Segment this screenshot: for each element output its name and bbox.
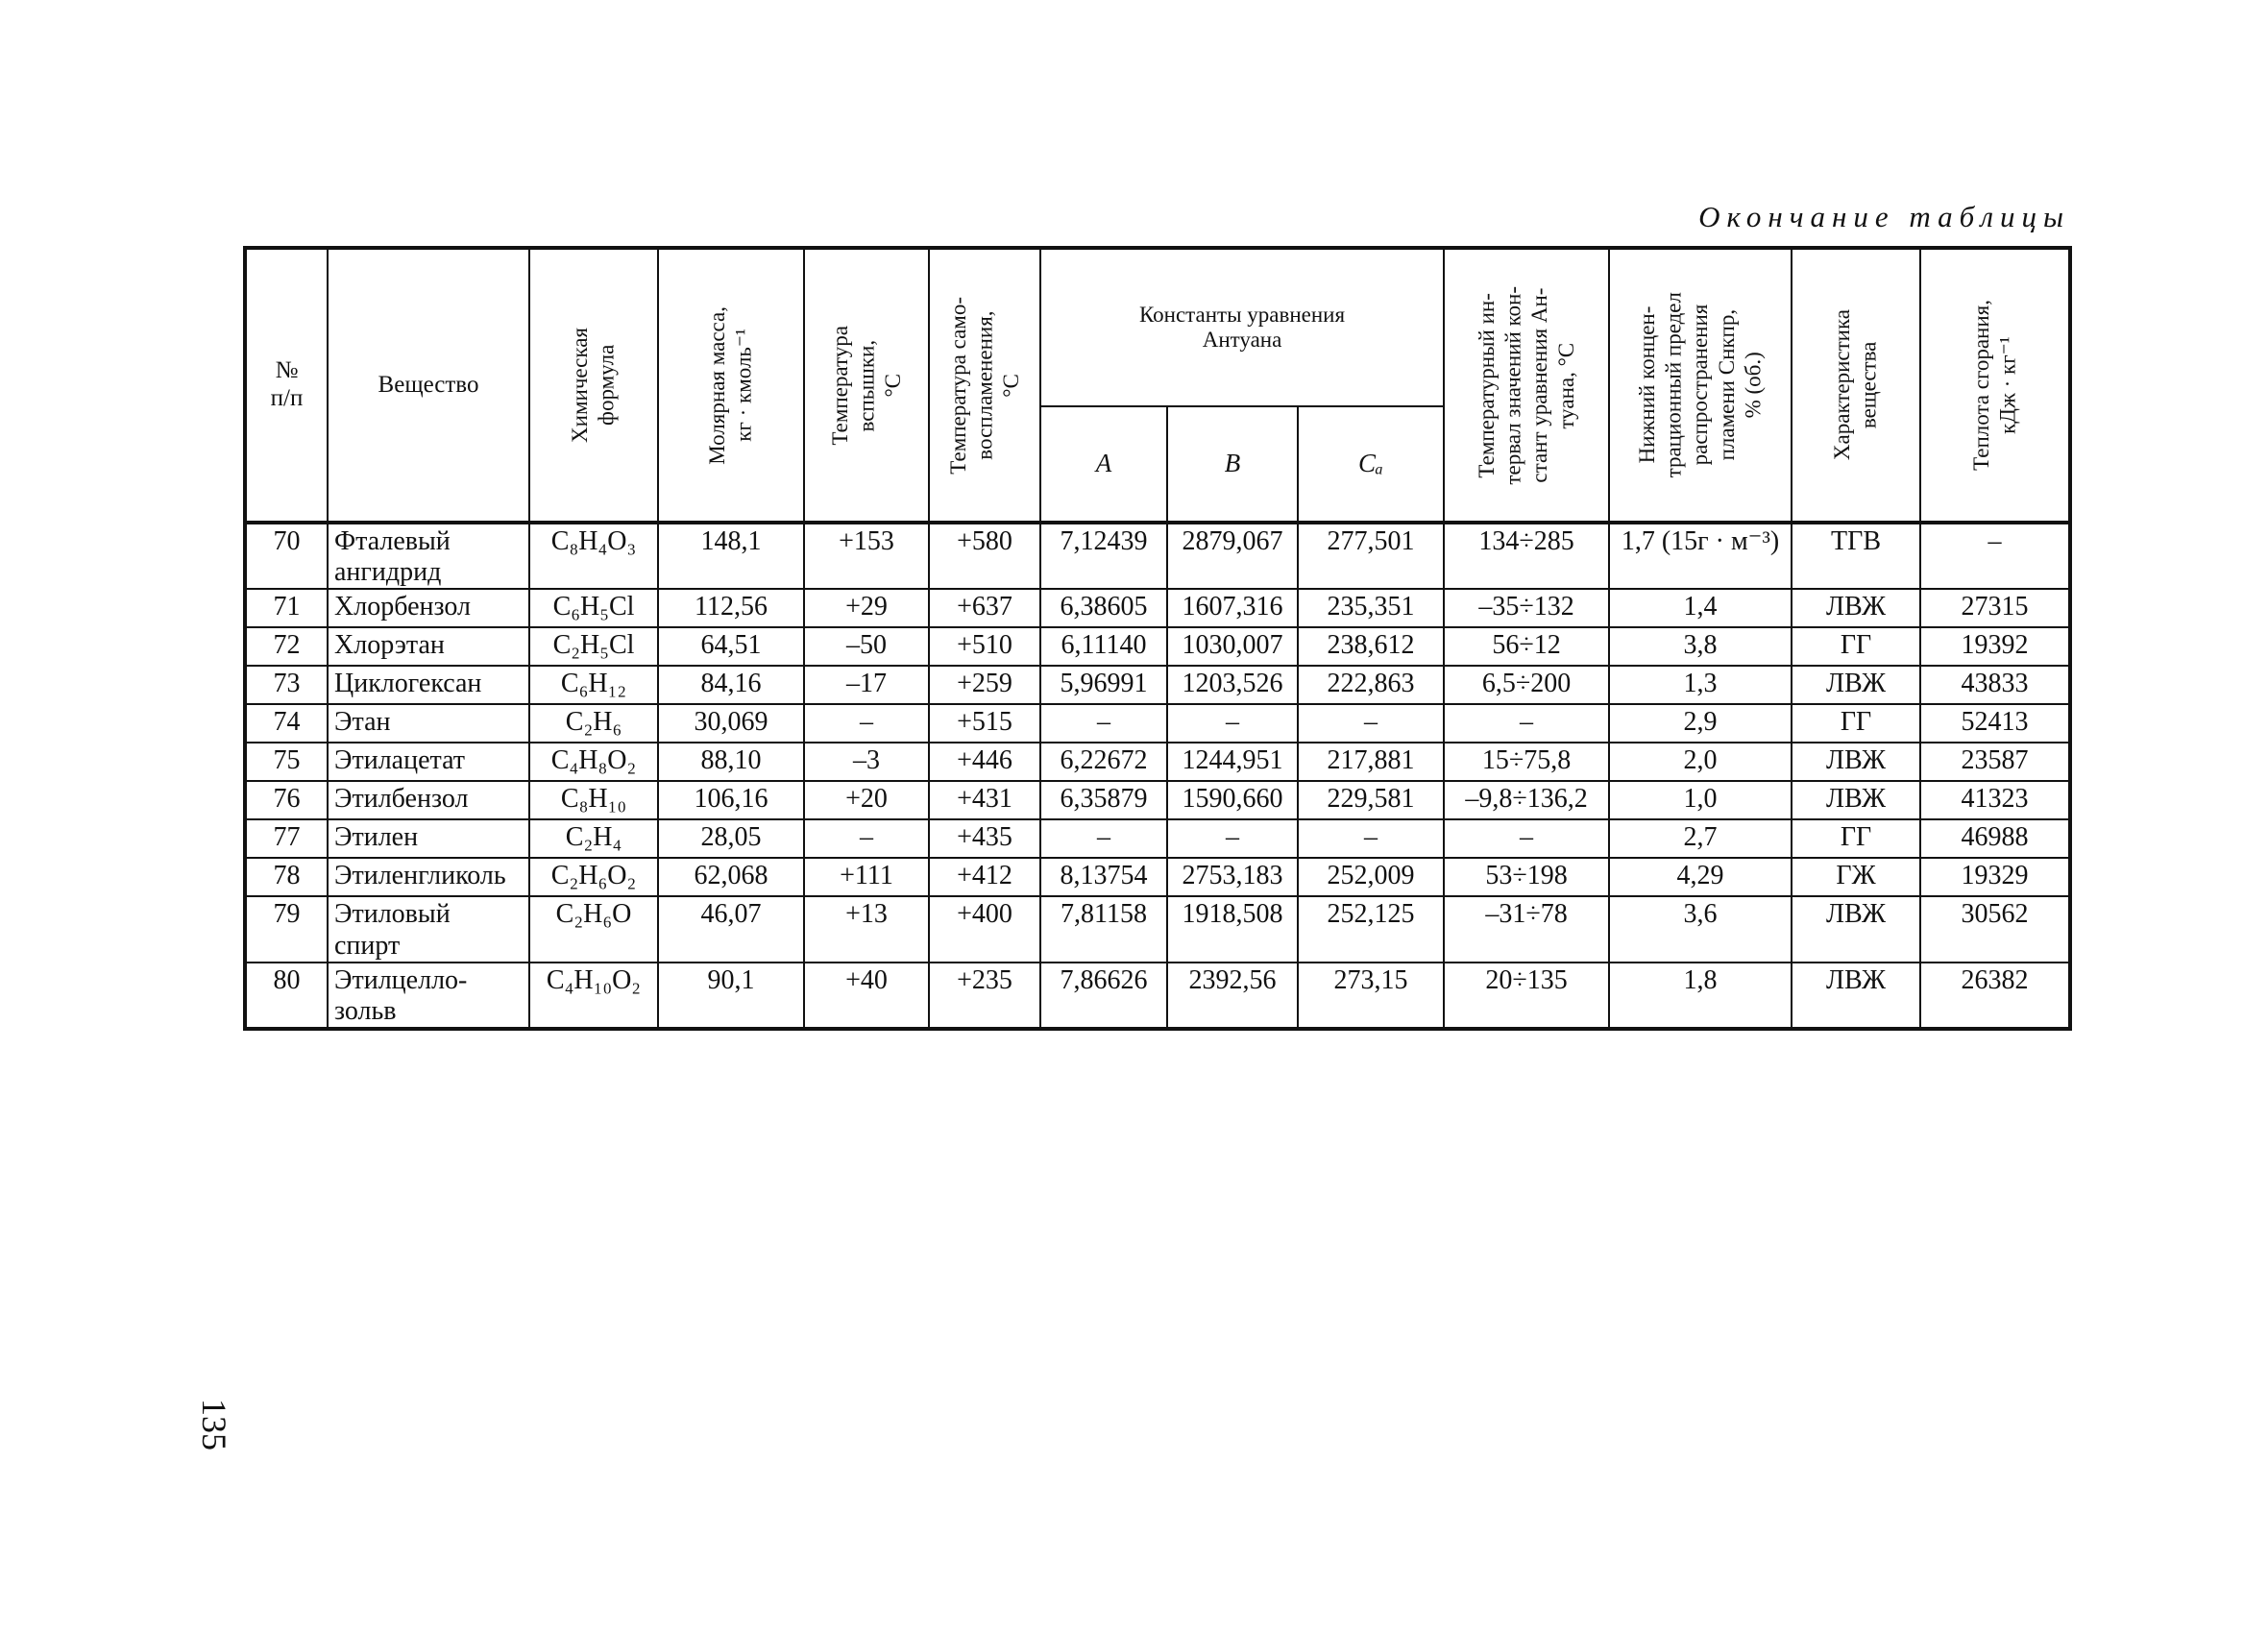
cell-temp-interval: 134÷285 bbox=[1444, 523, 1609, 589]
cell-antoine-a: 5,96991 bbox=[1040, 666, 1167, 704]
table-body bbox=[245, 523, 2070, 1029]
cell-substance: Этиловый спирт bbox=[328, 896, 529, 962]
cell-characteristic: ТГВ bbox=[1792, 523, 1920, 589]
cell-antoine-c: 229,581 bbox=[1298, 781, 1444, 819]
cell-num: 76 bbox=[245, 781, 328, 819]
cell-substance: Хлорэтан bbox=[328, 627, 529, 666]
cell-substance: Этан bbox=[328, 704, 529, 743]
cell-flash-temp: +40 bbox=[804, 963, 929, 1029]
cell-characteristic: ГГ bbox=[1792, 627, 1920, 666]
table-row bbox=[245, 963, 2070, 1029]
cell-autoignition-temp: +235 bbox=[929, 963, 1040, 1029]
cell-autoignition-temp: +446 bbox=[929, 743, 1040, 781]
cell-antoine-a: 6,11140 bbox=[1040, 627, 1167, 666]
header-antoine-constants: Константы уравнения Антуана bbox=[1040, 248, 1444, 406]
cell-formula: C₄H₁₀O₂ bbox=[529, 963, 658, 1029]
cell-antoine-b: 2753,183 bbox=[1167, 858, 1298, 896]
cell-antoine-a: – bbox=[1040, 819, 1167, 858]
cell-antoine-a: 6,38605 bbox=[1040, 589, 1167, 627]
cell-lower-limit: 2,7 bbox=[1609, 819, 1792, 858]
cell-temp-interval: 20÷135 bbox=[1444, 963, 1609, 1029]
cell-heat-combustion: 23587 bbox=[1920, 743, 2070, 781]
table-row bbox=[245, 781, 2070, 819]
cell-temp-interval: –31÷78 bbox=[1444, 896, 1609, 962]
cell-lower-limit: 2,9 bbox=[1609, 704, 1792, 743]
cell-formula: C₂H₆ bbox=[529, 704, 658, 743]
cell-characteristic: ЛВЖ bbox=[1792, 743, 1920, 781]
cell-num: 72 bbox=[245, 627, 328, 666]
cell-formula: C₂H₅Cl bbox=[529, 627, 658, 666]
cell-autoignition-temp: +412 bbox=[929, 858, 1040, 896]
cell-molar-mass: 148,1 bbox=[658, 523, 804, 589]
cell-substance: Циклогексан bbox=[328, 666, 529, 704]
cell-antoine-b: 2392,56 bbox=[1167, 963, 1298, 1029]
cell-antoine-a: – bbox=[1040, 704, 1167, 743]
cell-flash-temp: +111 bbox=[804, 858, 929, 896]
cell-num: 70 bbox=[245, 523, 328, 589]
cell-antoine-c: 235,351 bbox=[1298, 589, 1444, 627]
header-characteristic: Характеристика вещества bbox=[1792, 248, 1920, 523]
cell-num: 73 bbox=[245, 666, 328, 704]
cell-formula: C₈H₁₀ bbox=[529, 781, 658, 819]
cell-molar-mass: 62,068 bbox=[658, 858, 804, 896]
cell-substance: Хлорбензол bbox=[328, 589, 529, 627]
header-num: № п/п bbox=[245, 248, 328, 523]
header-substance: Вещество bbox=[328, 248, 529, 523]
cell-molar-mass: 112,56 bbox=[658, 589, 804, 627]
table-row bbox=[245, 819, 2070, 858]
cell-flash-temp: +29 bbox=[804, 589, 929, 627]
cell-temp-interval: – bbox=[1444, 819, 1609, 858]
cell-lower-limit: 3,8 bbox=[1609, 627, 1792, 666]
cell-num: 80 bbox=[245, 963, 328, 1029]
cell-antoine-c: 222,863 bbox=[1298, 666, 1444, 704]
cell-antoine-b: 1203,526 bbox=[1167, 666, 1298, 704]
table-row bbox=[245, 523, 2070, 589]
cell-characteristic: ГГ bbox=[1792, 819, 1920, 858]
cell-antoine-a: 7,86626 bbox=[1040, 963, 1167, 1029]
header-antoine-a: A bbox=[1040, 406, 1167, 523]
cell-formula: C₄H₈O₂ bbox=[529, 743, 658, 781]
cell-molar-mass: 64,51 bbox=[658, 627, 804, 666]
cell-formula: C₆H₁₂ bbox=[529, 666, 658, 704]
cell-molar-mass: 106,16 bbox=[658, 781, 804, 819]
cell-substance: Этилцелло- зольв bbox=[328, 963, 529, 1029]
cell-antoine-c: 277,501 bbox=[1298, 523, 1444, 589]
cell-num: 71 bbox=[245, 589, 328, 627]
cell-antoine-b: 1030,007 bbox=[1167, 627, 1298, 666]
cell-antoine-b: 1918,508 bbox=[1167, 896, 1298, 962]
cell-flash-temp: +153 bbox=[804, 523, 929, 589]
cell-temp-interval: 56÷12 bbox=[1444, 627, 1609, 666]
cell-lower-limit: 1,3 bbox=[1609, 666, 1792, 704]
cell-flash-temp: –50 bbox=[804, 627, 929, 666]
cell-heat-combustion: 52413 bbox=[1920, 704, 2070, 743]
cell-temp-interval: 6,5÷200 bbox=[1444, 666, 1609, 704]
cell-characteristic: ЛВЖ bbox=[1792, 896, 1920, 962]
table-row bbox=[245, 743, 2070, 781]
header-heat-combustion: Теплота сгорания, кДж · кг⁻¹ bbox=[1920, 248, 2070, 523]
cell-heat-combustion: 41323 bbox=[1920, 781, 2070, 819]
cell-lower-limit: 1,0 bbox=[1609, 781, 1792, 819]
cell-formula: C₂H₆O₂ bbox=[529, 858, 658, 896]
cell-antoine-a: 8,13754 bbox=[1040, 858, 1167, 896]
cell-antoine-c: 217,881 bbox=[1298, 743, 1444, 781]
cell-antoine-a: 7,81158 bbox=[1040, 896, 1167, 962]
cell-antoine-a: 6,22672 bbox=[1040, 743, 1167, 781]
table-caption: Окончание таблицы bbox=[1698, 200, 2070, 233]
cell-molar-mass: 30,069 bbox=[658, 704, 804, 743]
cell-heat-combustion: 30562 bbox=[1920, 896, 2070, 962]
cell-heat-combustion: 46988 bbox=[1920, 819, 2070, 858]
cell-heat-combustion: 27315 bbox=[1920, 589, 2070, 627]
cell-num: 74 bbox=[245, 704, 328, 743]
cell-autoignition-temp: +515 bbox=[929, 704, 1040, 743]
cell-flash-temp: +13 bbox=[804, 896, 929, 962]
cell-antoine-c: – bbox=[1298, 704, 1444, 743]
cell-antoine-a: 6,35879 bbox=[1040, 781, 1167, 819]
cell-formula: C₆H₅Cl bbox=[529, 589, 658, 627]
cell-lower-limit: 2,0 bbox=[1609, 743, 1792, 781]
cell-temp-interval: 53÷198 bbox=[1444, 858, 1609, 896]
table-row bbox=[245, 896, 2070, 962]
cell-antoine-a: 7,12439 bbox=[1040, 523, 1167, 589]
header-flash-temp: Температура вспышки, °С bbox=[804, 248, 929, 523]
cell-substance: Этилен bbox=[328, 819, 529, 858]
cell-heat-combustion: 19392 bbox=[1920, 627, 2070, 666]
cell-heat-combustion: 26382 bbox=[1920, 963, 2070, 1029]
cell-antoine-b: 1607,316 bbox=[1167, 589, 1298, 627]
table-row bbox=[245, 858, 2070, 896]
cell-formula: C₂H₆O bbox=[529, 896, 658, 962]
header-antoine-b: B bbox=[1167, 406, 1298, 523]
cell-num: 78 bbox=[245, 858, 328, 896]
cell-substance: Этиленгликоль bbox=[328, 858, 529, 896]
cell-characteristic: ГЖ bbox=[1792, 858, 1920, 896]
cell-flash-temp: –17 bbox=[804, 666, 929, 704]
table-row bbox=[245, 704, 2070, 743]
cell-characteristic: ЛВЖ bbox=[1792, 963, 1920, 1029]
cell-antoine-c: 252,125 bbox=[1298, 896, 1444, 962]
cell-temp-interval: –9,8÷136,2 bbox=[1444, 781, 1609, 819]
header-molar-mass: Молярная масса, кг · кмоль⁻¹ bbox=[658, 248, 804, 523]
cell-lower-limit: 1,7 (15г · м⁻³) bbox=[1609, 523, 1792, 589]
cell-autoignition-temp: +435 bbox=[929, 819, 1040, 858]
cell-temp-interval: 15÷75,8 bbox=[1444, 743, 1609, 781]
header-antoine-c: Cₐ bbox=[1298, 406, 1444, 523]
cell-antoine-b: – bbox=[1167, 819, 1298, 858]
cell-lower-limit: 4,29 bbox=[1609, 858, 1792, 896]
cell-autoignition-temp: +400 bbox=[929, 896, 1040, 962]
header-lower-limit: Нижний концен- трационный предел распространения пламени Cнкпр, % (об.) bbox=[1609, 248, 1792, 523]
cell-molar-mass: 90,1 bbox=[658, 963, 804, 1029]
cell-molar-mass: 84,16 bbox=[658, 666, 804, 704]
cell-num: 77 bbox=[245, 819, 328, 858]
cell-flash-temp: –3 bbox=[804, 743, 929, 781]
cell-antoine-b: – bbox=[1167, 704, 1298, 743]
cell-lower-limit: 3,6 bbox=[1609, 896, 1792, 962]
cell-autoignition-temp: +580 bbox=[929, 523, 1040, 589]
cell-flash-temp: +20 bbox=[804, 781, 929, 819]
cell-characteristic: ЛВЖ bbox=[1792, 781, 1920, 819]
cell-num: 79 bbox=[245, 896, 328, 962]
cell-molar-mass: 28,05 bbox=[658, 819, 804, 858]
cell-autoignition-temp: +259 bbox=[929, 666, 1040, 704]
cell-antoine-c: 252,009 bbox=[1298, 858, 1444, 896]
cell-characteristic: ЛВЖ bbox=[1792, 589, 1920, 627]
cell-antoine-b: 1590,660 bbox=[1167, 781, 1298, 819]
cell-lower-limit: 1,8 bbox=[1609, 963, 1792, 1029]
cell-num: 75 bbox=[245, 743, 328, 781]
cell-antoine-b: 2879,067 bbox=[1167, 523, 1298, 589]
cell-autoignition-temp: +431 bbox=[929, 781, 1040, 819]
cell-substance: Этилацетат bbox=[328, 743, 529, 781]
cell-autoignition-temp: +637 bbox=[929, 589, 1040, 627]
table-row bbox=[245, 589, 2070, 627]
cell-lower-limit: 1,4 bbox=[1609, 589, 1792, 627]
cell-substance: Фталевый ангидрид bbox=[328, 523, 529, 589]
table-row bbox=[245, 627, 2070, 666]
cell-antoine-c: 273,15 bbox=[1298, 963, 1444, 1029]
cell-heat-combustion: – bbox=[1920, 523, 2070, 589]
cell-temp-interval: –35÷132 bbox=[1444, 589, 1609, 627]
cell-substance: Этилбензол bbox=[328, 781, 529, 819]
substance-properties-table bbox=[243, 246, 2072, 1031]
table-row bbox=[245, 666, 2070, 704]
cell-antoine-b: 1244,951 bbox=[1167, 743, 1298, 781]
header-autoignition-temp: Температура само- воспламенения, °С bbox=[929, 248, 1040, 523]
cell-temp-interval: – bbox=[1444, 704, 1609, 743]
cell-molar-mass: 88,10 bbox=[658, 743, 804, 781]
cell-antoine-c: – bbox=[1298, 819, 1444, 858]
cell-flash-temp: – bbox=[804, 704, 929, 743]
cell-molar-mass: 46,07 bbox=[658, 896, 804, 962]
cell-heat-combustion: 19329 bbox=[1920, 858, 2070, 896]
cell-heat-combustion: 43833 bbox=[1920, 666, 2070, 704]
cell-characteristic: ЛВЖ bbox=[1792, 666, 1920, 704]
cell-formula: C₈H₄O₃ bbox=[529, 523, 658, 589]
cell-characteristic: ГГ bbox=[1792, 704, 1920, 743]
cell-formula: C₂H₄ bbox=[529, 819, 658, 858]
cell-antoine-c: 238,612 bbox=[1298, 627, 1444, 666]
page-number: 135 bbox=[195, 1399, 233, 1450]
cell-flash-temp: – bbox=[804, 819, 929, 858]
header-formula: Химическая формула bbox=[529, 248, 658, 523]
cell-autoignition-temp: +510 bbox=[929, 627, 1040, 666]
header-temp-interval: Температурный ин- тервал значений кон- стант уравнения Ан- туана, °С bbox=[1444, 248, 1609, 523]
